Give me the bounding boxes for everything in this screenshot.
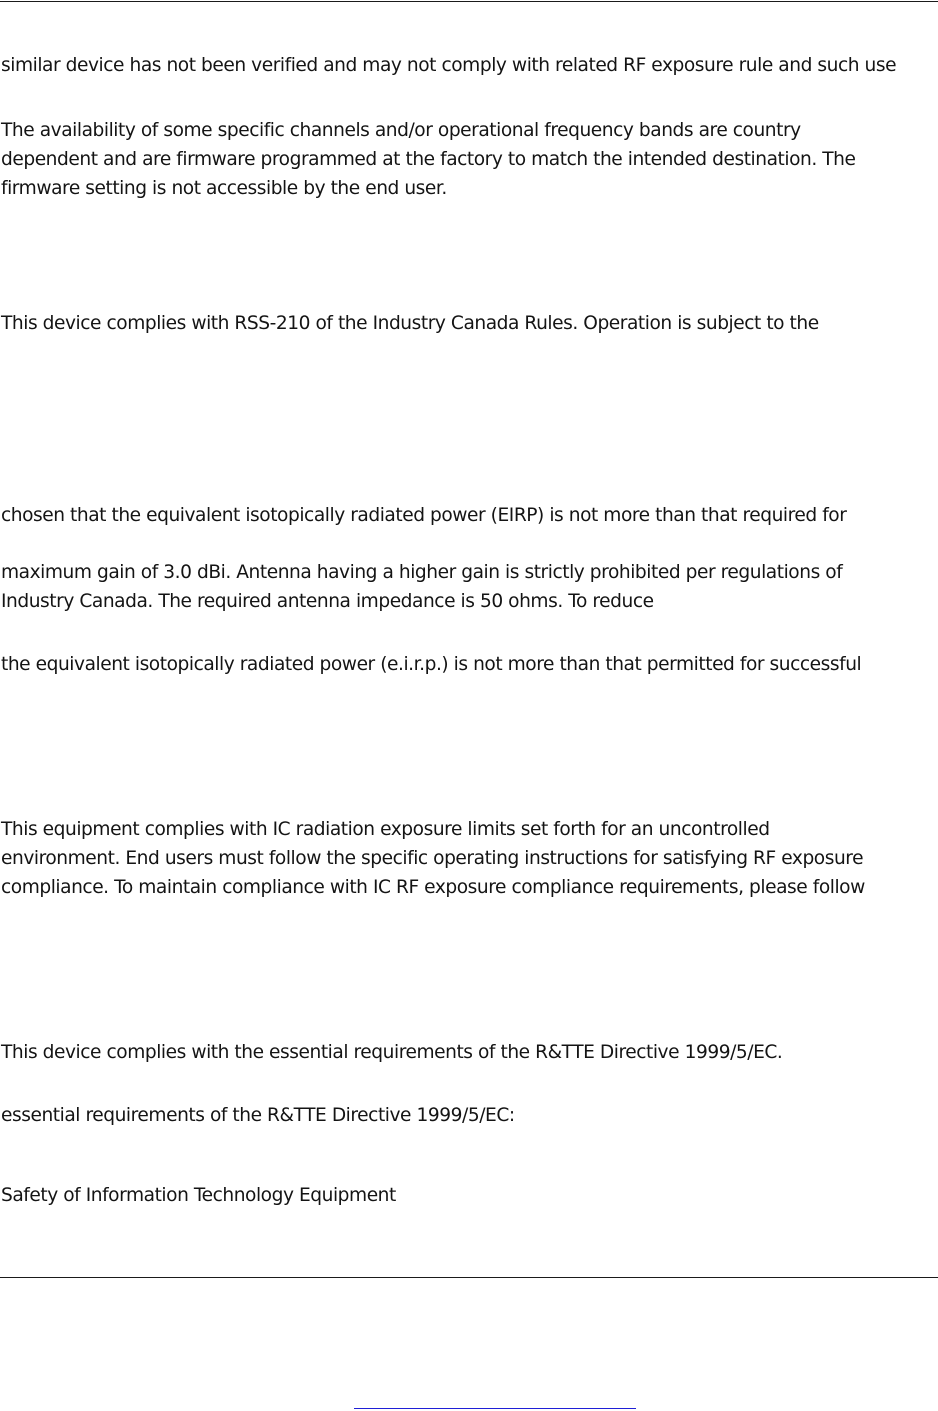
text-line: compliance. To maintain compliance with IC RF exposure compliance requirements, please follow xyxy=(1,877,865,898)
paragraph-eirp xyxy=(1,501,846,530)
text-line: This device complies with the essential requirements of the R&TTE Directive 1999/5/EC. xyxy=(1,1042,783,1063)
paragraph-channel-availability xyxy=(1,116,856,203)
paragraph-rtte-requirements xyxy=(1,1101,515,1130)
paragraph-ic-radiation-exposure xyxy=(1,815,865,902)
top-divider xyxy=(0,1,938,2)
text-line: Safety of Information Technology Equipment xyxy=(1,1185,396,1206)
text-line: firmware setting is not accessible by the end user. xyxy=(1,178,447,199)
hyperlink-underline[interactable] xyxy=(354,1408,636,1409)
text-line: This equipment complies with IC radiation exposure limits set forth for an uncontrolled xyxy=(1,819,770,840)
text-line: the equivalent isotopically radiated power (e.i.r.p.) is not more than that permitted for successful xyxy=(1,654,862,675)
text-line: environment. End users must follow the specific operating instructions for satisfying RF exposure xyxy=(1,848,864,869)
bottom-divider xyxy=(0,1277,938,1278)
text-line: This device complies with RSS-210 of the Industry Canada Rules. Operation is subject to the xyxy=(1,313,819,334)
paragraph-eirp-permitted xyxy=(1,650,861,679)
paragraph-rss-210 xyxy=(1,309,819,338)
paragraph-safety-it-equipment xyxy=(1,1181,396,1210)
text-line: The availability of some specific channels and/or operational frequency bands are country xyxy=(1,120,801,141)
paragraph-rf-exposure-use xyxy=(1,51,896,80)
paragraph-antenna-gain xyxy=(1,558,842,616)
text-line: maximum gain of 3.0 dBi. Antenna having a higher gain is strictly prohibited per regulations of xyxy=(1,562,843,583)
text-line: dependent and are firmware programmed at the factory to match the intended destination. The xyxy=(1,149,856,170)
text-line: similar device has not been verified and may not comply with related RF exposure rule and such use xyxy=(1,55,897,76)
text-line: Industry Canada. The required antenna impedance is 50 ohms. To reduce xyxy=(1,591,654,612)
paragraph-rtte-compliance xyxy=(1,1038,782,1067)
text-line: chosen that the equivalent isotopically radiated power (EIRP) is not more than that required for xyxy=(1,505,847,526)
text-line: essential requirements of the R&TTE Directive 1999/5/EC: xyxy=(1,1105,515,1126)
